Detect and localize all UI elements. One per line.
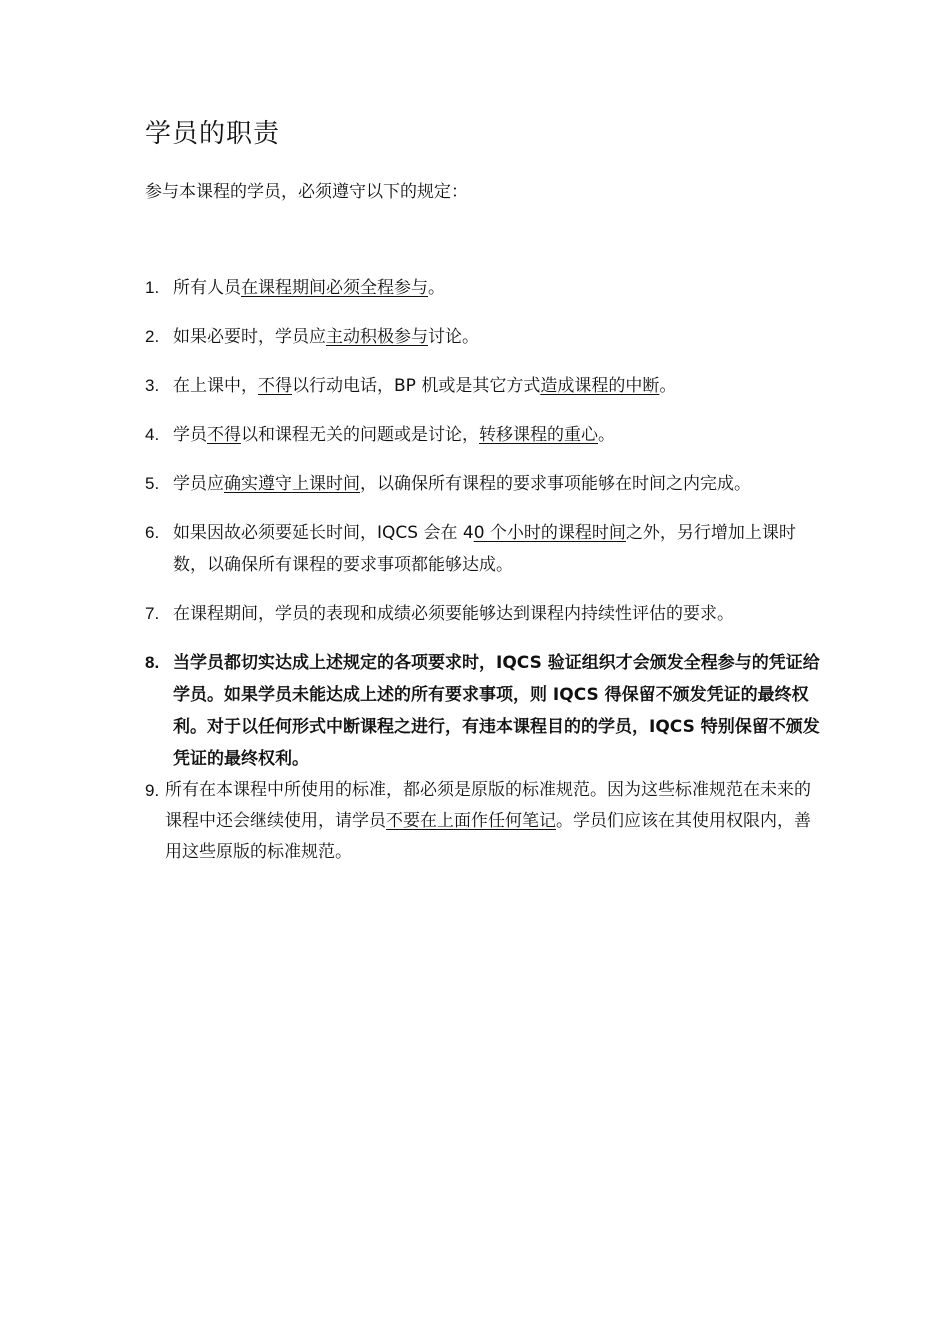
rule-number: 9. — [145, 781, 160, 800]
rule-text-part: 讨论。 — [428, 327, 479, 347]
rule-number: 1. — [145, 278, 160, 297]
rule-number: 3. — [145, 376, 160, 395]
underlined-phrase: 不得 — [258, 376, 292, 396]
rule-item-8 — [145, 647, 825, 775]
rule-item-1 — [145, 272, 825, 304]
rules-list — [145, 272, 825, 885]
rule-text-part: 以和课程无关的问题或是讨论， — [241, 425, 479, 445]
underlined-phrase: 0 个小时的课程时间 — [473, 523, 626, 543]
rule-number: 4. — [145, 425, 160, 444]
rule-text-part: 学员应 — [173, 474, 224, 494]
rule-item-3 — [145, 370, 825, 402]
rule-text-part: 所有人员 — [173, 278, 241, 298]
rule-text-part: ，以确保所有课程的要求事项能够在时间之内完成。 — [360, 474, 751, 494]
rule-text: 当学员都切实达成上述规定的各项要求时，IQCS 验证组织才会颁发全程参与的凭证给学员。如果学员未能达成上述的所有要求事项，则 IQCS 得保留不颁发凭证的最终权利。对于以任何形式中断课程之进行，有违本课程目的的学员，IQCS 特别保留不颁发凭证的最终权利。 — [173, 653, 820, 769]
rule-text — [173, 419, 825, 451]
rule-text-part: 。 — [598, 425, 615, 445]
rule-text: 在课程期间，学员的表现和成绩必须要能够达到课程内持续性评估的要求。 — [173, 604, 734, 624]
rule-item-9 — [145, 775, 825, 868]
rule-text-part: 如果必要时，学员应 — [173, 327, 326, 347]
rule-text-part: 。 — [428, 278, 445, 298]
rule-text — [173, 517, 825, 581]
rule-text — [173, 272, 825, 304]
underlined-phrase: 不要在上面作任何笔记 — [386, 811, 556, 831]
rule-text-part: 。 — [659, 376, 677, 396]
rule-number: 2. — [145, 327, 160, 346]
rule-number: 5. — [145, 474, 160, 493]
rule-text-part: 之外，另行增加上课时数，以确保所有课程的要求事项都能够达成。 — [173, 523, 796, 575]
intro-paragraph: 参与本课程的学员，必须遵守以下的规定： — [145, 182, 468, 202]
page-title: 学员的职责 — [145, 119, 281, 149]
underlined-phrase: 主动积极参与 — [326, 327, 428, 347]
rule-item-4 — [145, 419, 825, 451]
rule-text-part: 。学员们应该在其使用权限内，善用这些原版的标准规范。 — [165, 811, 811, 862]
rule-number: 6. — [145, 523, 160, 542]
rule-number: 7. — [145, 604, 160, 623]
rule-item-6 — [145, 517, 825, 581]
rule-text-part: 以行动电话，BP 机或是其它方式 — [292, 376, 541, 396]
rule-text — [173, 468, 825, 500]
rule-text-part: 如果因故必须要延长时间，IQCS 会在 4 — [173, 523, 474, 543]
underlined-phrase: 确实遵守上课时间 — [224, 474, 360, 494]
rule-text — [165, 775, 825, 868]
underlined-phrase: 不得 — [207, 425, 241, 445]
rule-item-7 — [145, 598, 825, 630]
rule-number: 8. — [145, 653, 160, 672]
rule-text — [173, 370, 825, 402]
underlined-phrase: 造成课程的中断 — [540, 376, 660, 396]
rule-item-5 — [145, 468, 825, 500]
rule-item-2 — [145, 321, 825, 353]
rule-text-part: 在上课中， — [173, 376, 258, 396]
underlined-phrase: 在课程期间必须全程参与 — [241, 278, 428, 298]
rule-text-part: 学员 — [173, 425, 207, 445]
rule-text — [173, 321, 825, 353]
rule-text-part: 所有在本课程中所使用的标准，都必须是原版的标准规范。因为这些标准规范在未来的课程中还会继续使用，请学员 — [165, 780, 811, 831]
underlined-phrase: 转移课程的重心 — [479, 425, 598, 445]
